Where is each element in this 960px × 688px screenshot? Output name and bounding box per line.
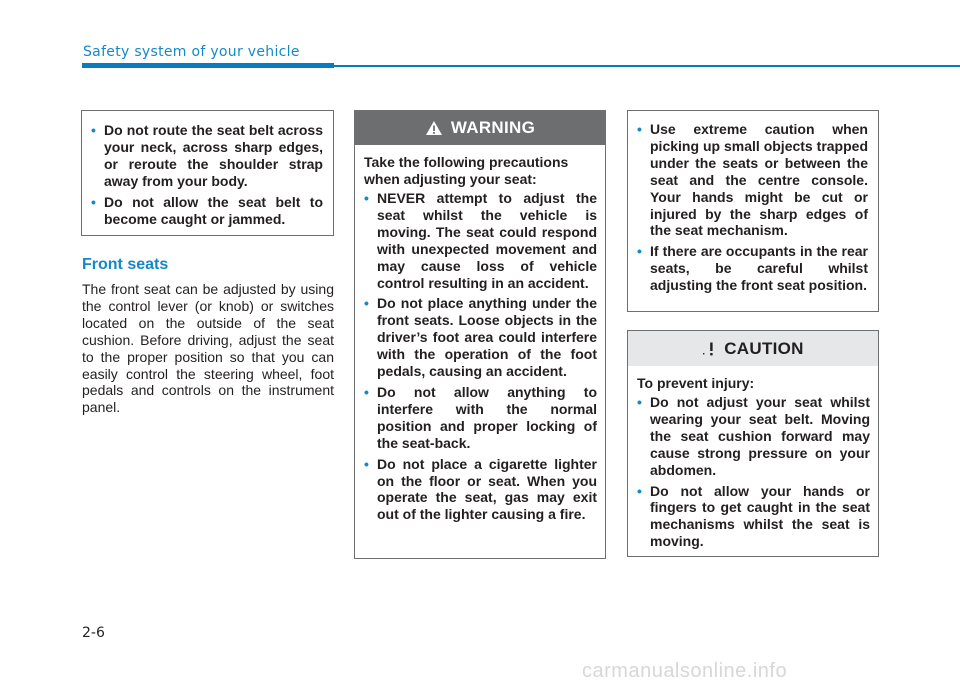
- caution-label: CAUTION: [724, 338, 804, 358]
- front-seats-paragraph: The front seat can be adjusted by using the control lever (or knob) or switches located on the outside of the seat cushion. Before driving, adjust the seat to the proper position so that you can easily control the steering wheel, foot pedals and controls on the instrument panel.: [82, 281, 334, 416]
- header-rule-thick: [82, 63, 334, 68]
- page-number: 2-6: [82, 625, 105, 641]
- warning-intro: Take the following precautions when adjusting your seat:: [364, 154, 569, 187]
- warning-triangle-icon: [425, 120, 443, 136]
- caution-header: [628, 331, 878, 366]
- list-item: • Do not route the seat belt across your neck, across sharp edges, or reroute the shoulder strap away from your body.: [91, 122, 323, 190]
- list-item: • Do not allow your hands or fingers to get caught in the seat mechanisms whilst the seat is moving.: [637, 483, 870, 551]
- caution-box: [627, 330, 879, 557]
- header-rule-thin: [334, 65, 960, 67]
- list-item: • Do not place a cigarette lighter on the floor or seat. When you operate the seat, gas may exit out of the lighter causing a fire.: [364, 456, 597, 524]
- warning-label: WARNING: [450, 118, 536, 137]
- list-item: • If there are occupants in the rear seats, be careful whilst adjusting the front seat position.: [637, 243, 868, 294]
- warning-list: [364, 190, 597, 523]
- section-title: Safety system of your vehicle: [83, 44, 300, 60]
- list-item: • NEVER attempt to adjust the seat whilst the vehicle is moving. The seat could respond with unexpected movement and may cause loss of vehicle control resulting in an accident.: [364, 190, 597, 291]
- exclamation-icon: [702, 341, 716, 357]
- seat-belt-tips-list: [91, 122, 323, 227]
- warning-body: [355, 145, 605, 523]
- caution-intro: To prevent injury:: [637, 375, 755, 391]
- front-seats-heading: Front seats: [82, 256, 169, 273]
- caution-list: [637, 394, 870, 550]
- warning-box: [354, 110, 606, 559]
- list-item: • Do not allow the seat belt to become caught or jammed.: [91, 194, 323, 228]
- list-item: • Use extreme caution when picking up small objects trapped under the seats or between the seat and the centre console. Your hands might be cut or injured by the sharp edges of the seat mechanism.: [637, 121, 868, 239]
- list-item: • Do not allow anything to interfere with the normal position and proper locking of the seat-back.: [364, 384, 597, 452]
- seat-belt-tips-box: [81, 110, 334, 236]
- warning-header: [355, 111, 605, 145]
- seat-caution-tips-box: [627, 110, 879, 312]
- list-item: • Do not adjust your seat whilst wearing your seat belt. Moving the seat cushion forward may cause strong pressure on your abdomen.: [637, 394, 870, 479]
- caution-body: [628, 366, 878, 550]
- list-item: • Do not place anything under the front seats. Loose objects in the driver’s foot area could interfere with the operation of the foot pedals, causing an accident.: [364, 295, 597, 380]
- watermark: carmanualsonline.info: [582, 660, 788, 682]
- seat-caution-tips-list: [637, 121, 868, 294]
